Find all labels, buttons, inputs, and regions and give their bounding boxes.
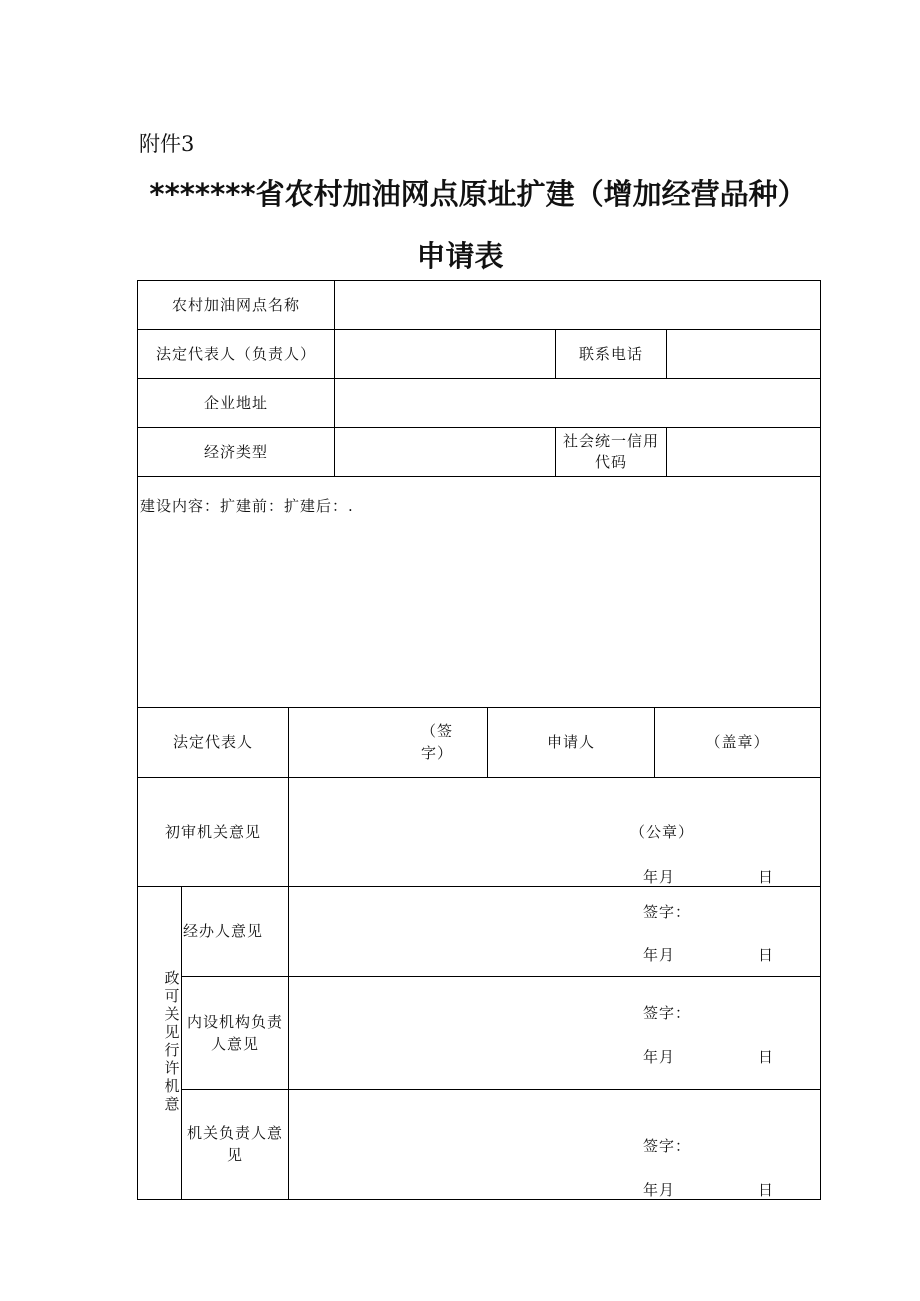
phone-label: 联系电话: [578, 344, 643, 363]
legal-rep-label: 法定代表人: [172, 733, 253, 751]
sign-note: （签字）: [420, 722, 453, 762]
preliminary-opinion-label: 初审机关意见: [164, 822, 261, 841]
handler-day: 日: [758, 946, 775, 964]
licensing-authority-side-label: 政可关见行许机意: [164, 969, 180, 1113]
legal-rep-responsible-label: 法定代表人（负责人）: [155, 344, 316, 363]
official-seal-note: （公章）: [630, 823, 695, 841]
attachment-label: 附件3: [139, 132, 195, 156]
internal-head-day: 日: [758, 1048, 775, 1066]
application-form-table: [137, 280, 821, 1200]
economic-type-label: 经济类型: [203, 442, 268, 461]
form-title-line-1: *******省农村加油网点原址扩建（增加经营品种）: [149, 177, 807, 211]
agency-head-day: 日: [758, 1181, 775, 1199]
internal-head-signature: 签字：: [643, 1004, 692, 1022]
agency-head-signature: 签字：: [643, 1137, 692, 1155]
seal-note: （盖章）: [705, 733, 770, 751]
internal-head-opinion-label: 内设机构负责人意见: [186, 1012, 283, 1053]
economic-type-field[interactable]: [335, 427, 555, 476]
preliminary-day: 日: [758, 868, 775, 886]
handler-opinion-label: 经办人意见: [183, 922, 264, 940]
phone-field[interactable]: [667, 329, 820, 378]
address-field[interactable]: [335, 378, 820, 427]
form-title-line-2: 申请表: [416, 239, 504, 273]
legal-rep-responsible-field[interactable]: [335, 329, 555, 378]
preliminary-year-month: 年月: [643, 868, 676, 886]
applicant-label: 申请人: [546, 733, 595, 751]
construction-content[interactable]: 建设内容：扩建前：扩建后：.: [140, 497, 354, 515]
credit-code-label: 社会统一信用代码: [562, 431, 659, 471]
station-name-label: 农村加油网点名称: [171, 296, 300, 314]
handler-year-month: 年月: [643, 946, 676, 964]
station-name-field[interactable]: [335, 281, 820, 329]
agency-head-year-month: 年月: [643, 1181, 676, 1199]
agency-head-opinion-label: 机关负责人意见: [186, 1124, 283, 1164]
address-label: 企业地址: [203, 393, 268, 412]
internal-head-year-month: 年月: [643, 1048, 676, 1066]
handler-signature: 签字：: [643, 903, 692, 921]
credit-code-field[interactable]: [667, 427, 820, 476]
